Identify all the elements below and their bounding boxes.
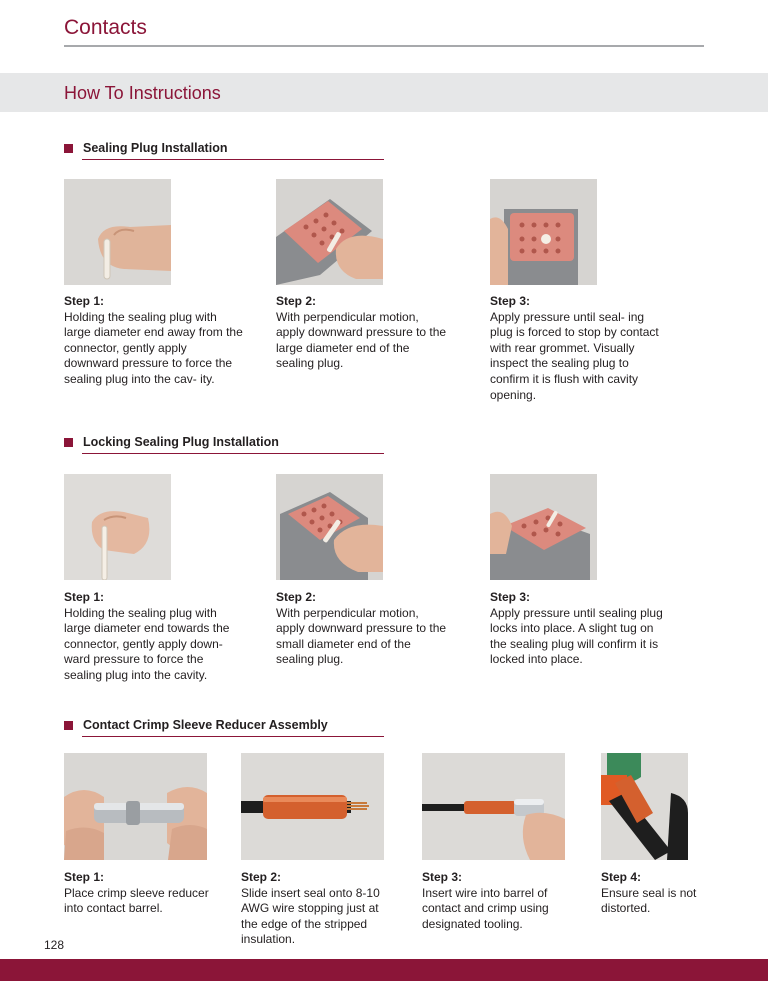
step-label: Step 3:	[490, 294, 531, 308]
section-rule	[82, 736, 384, 737]
connector-plug-seated-image	[490, 179, 597, 285]
photo-crimp-step-4	[601, 753, 688, 860]
step-text: Holding the sealing plug with large diameter end away from the connector, gently apply downward pressure to force the sealing plug into the cav- ity.	[64, 309, 243, 386]
step-text: Apply pressure until seal- ing plug is forced to stop by contact with rear grommet. Visually inspect the sealing plug to confirm it is flush with cavity opening.	[490, 309, 659, 402]
connector-plug-insert-image	[276, 179, 383, 285]
photo-crimp-step-1	[64, 753, 207, 860]
finger-holding-plug-image	[64, 474, 171, 580]
connector-plug-locked-image	[490, 474, 597, 580]
section-title: Sealing Plug Installation	[83, 141, 228, 155]
sealing-plug-step-2	[276, 294, 448, 372]
step-text: Holding the sealing plug with large diameter end towards the connector, gently apply down- ward pressure to force the sealing plug into the cavity.	[64, 605, 230, 682]
photo-sealing-plug-step-1	[64, 179, 171, 285]
photo-sealing-plug-step-2	[276, 179, 383, 285]
title-rule	[64, 45, 704, 47]
step-text: With perpendicular motion, apply downward pressure to the small diameter end of the sealing plug.	[276, 605, 447, 667]
step-text: Slide insert seal onto 8-10 AWG wire stopping just at the edge of the stripped insulation.	[241, 885, 380, 947]
step-text: Insert wire into barrel of contact and crimp using designated tooling.	[422, 885, 549, 931]
step-text: Ensure seal is not distorted.	[601, 885, 697, 916]
footer-bar	[0, 959, 768, 981]
seal-inspection-image	[601, 753, 688, 860]
photo-locking-plug-step-3	[490, 474, 597, 580]
section-rule	[82, 159, 384, 160]
crimp-sleeve-in-barrel-image	[64, 753, 207, 860]
connector-plug-insert-image	[276, 474, 383, 580]
step-label: Step 1:	[64, 590, 105, 604]
step-label: Step 1:	[64, 870, 105, 884]
step-label: Step 3:	[490, 590, 531, 604]
wire-into-barrel-image	[422, 753, 565, 860]
step-label: Step 2:	[276, 294, 317, 308]
step-label: Step 2:	[241, 870, 282, 884]
photo-locking-plug-step-1	[64, 474, 171, 580]
section-title: Locking Sealing Plug Installation	[83, 435, 279, 449]
photo-crimp-step-2	[241, 753, 384, 860]
square-bullet-icon	[64, 721, 73, 730]
page-number: 128	[44, 938, 65, 952]
section-rule	[82, 453, 384, 454]
locking-plug-step-1	[64, 590, 244, 684]
page-title: Contacts	[64, 16, 147, 39]
finger-holding-plug-image	[64, 179, 171, 285]
crimp-step-4	[601, 870, 711, 917]
step-text: Apply pressure until sealing plug locks into place. A slight tug on the sealing plug will confirm it is locked into place.	[490, 605, 663, 667]
step-label: Step 4:	[601, 870, 642, 884]
photo-crimp-step-3	[422, 753, 565, 860]
sealing-plug-step-3	[490, 294, 665, 403]
crimp-step-3	[422, 870, 572, 932]
section-title: Contact Crimp Sleeve Reducer Assembly	[83, 718, 328, 732]
square-bullet-icon	[64, 438, 73, 447]
step-label: Step 3:	[422, 870, 463, 884]
step-text: With perpendicular motion, apply downward pressure to the large diameter end of the sealing plug.	[276, 309, 447, 371]
crimp-step-2	[241, 870, 396, 948]
crimp-step-1	[64, 870, 224, 917]
step-label: Step 2:	[276, 590, 317, 604]
photo-sealing-plug-step-3	[490, 179, 597, 285]
square-bullet-icon	[64, 144, 73, 153]
locking-plug-step-3	[490, 590, 665, 668]
step-label: Step 1:	[64, 294, 105, 308]
locking-plug-step-2	[276, 590, 448, 668]
photo-locking-plug-step-2	[276, 474, 383, 580]
page-subtitle: How To Instructions	[64, 83, 221, 103]
insert-seal-on-wire-image	[241, 753, 384, 860]
subtitle-band	[0, 73, 768, 112]
step-text: Place crimp sleeve reducer into contact barrel.	[64, 885, 209, 916]
sealing-plug-step-1	[64, 294, 244, 388]
